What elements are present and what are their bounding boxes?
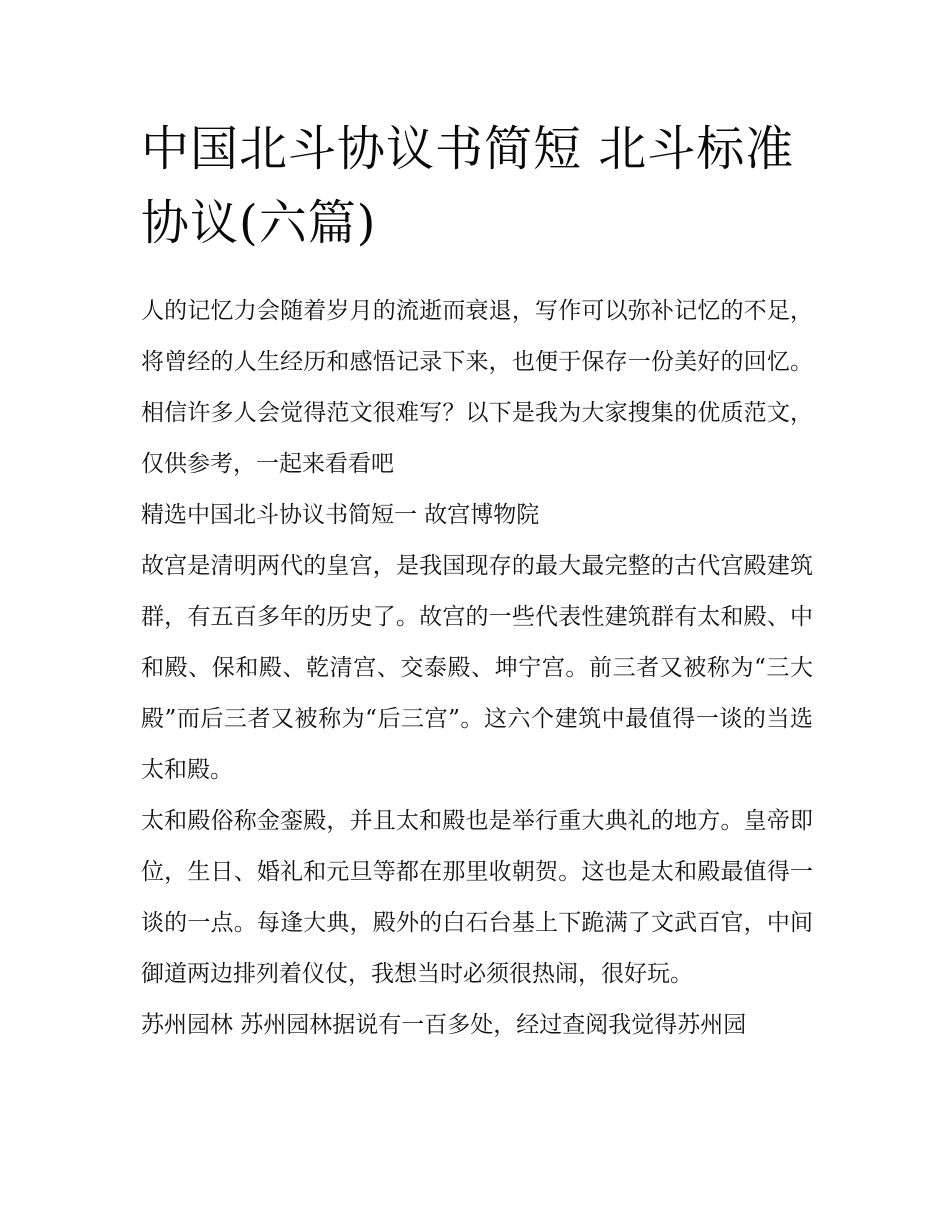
document-page: [141, 112, 813, 1051]
document-body: [141, 286, 813, 1051]
document-title: 中国北斗协议书简短 北斗标准协议(六篇): [141, 121, 795, 251]
body-paragraph: 苏州园林 苏州园林据说有一百多处，经过查阅我觉得苏州园: [141, 1012, 747, 1038]
intro-paragraph: 人的记忆力会随着岁月的流逝而衰退，写作可以弥补记忆的不足，将曾经的人生经历和感悟记录下来，也便于保存一份美好的回忆。相信许多人会觉得范文很难写？以下是我为大家搜集的优质范文，仅供参考，一起来看看吧: [141, 298, 813, 477]
body-paragraph: 太和殿俗称金銮殿，并且太和殿也是举行重大典礼的地方。皇帝即位，生日、婚礼和元旦等都在那里收朝贺。这也是太和殿最值得一谈的一点。每逢大典，殿外的白石台基上下跪满了文武百官，中间御道两边排列着仪仗，我想当时必须很热闹，很好玩。: [141, 808, 813, 987]
body-paragraph: 故宫是清明两代的皇宫，是我国现存的最大最完整的古代宫殿建筑群，有五百多年的历史了。故宫的一些代表性建筑群有太和殿、中和殿、保和殿、乾清宫、交泰殿、坤宁宫。前三者又被称为“三大殿”而后三者又被称为“后三宫”。这六个建筑中最值得一谈的当选太和殿。: [141, 553, 813, 783]
section-heading: 精选中国北斗协议书简短一 故宫博物院: [141, 502, 540, 528]
